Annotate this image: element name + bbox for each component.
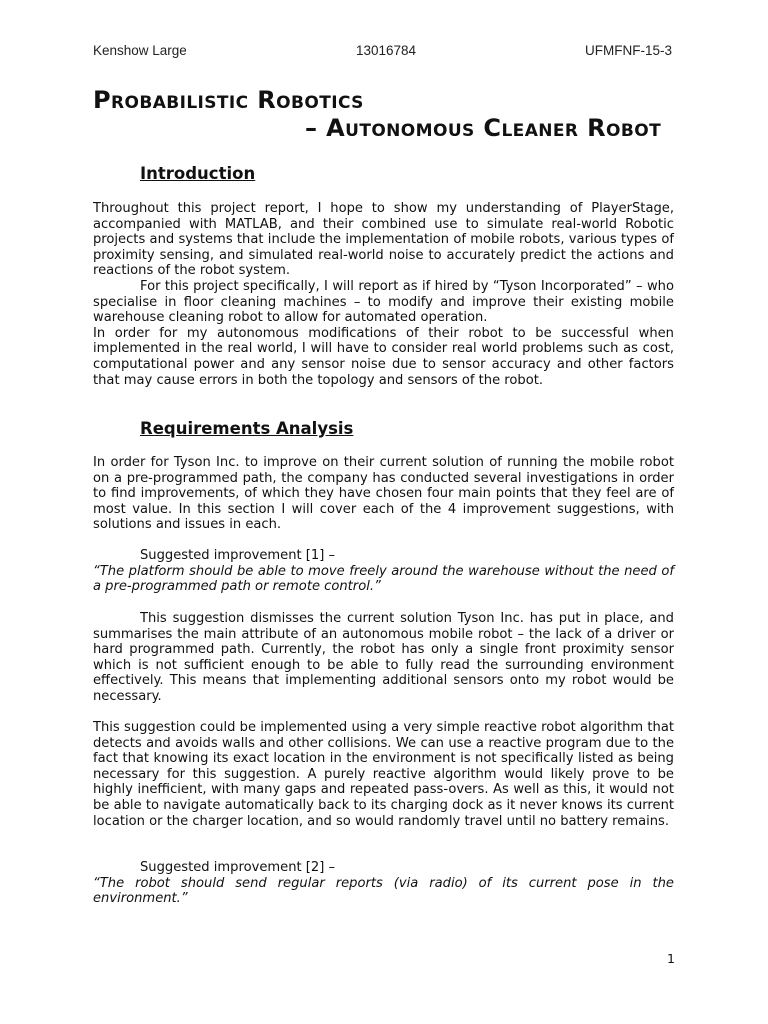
suggestion-2 (93, 860, 674, 907)
document-subtitle: – Autonomous Cleaner Robot (305, 114, 662, 142)
header-module-code: UFMFNF-15-3 (585, 43, 672, 58)
suggestion-2-quote: “The robot should send regular reports (via radio) of its current pose in the environment.” (93, 875, 674, 907)
suggestion-1-implementation (93, 720, 674, 829)
suggestion-1 (93, 548, 674, 595)
suggestion-1-paragraph-2: This suggestion could be implemented using a very simple reactive robot algorithm that detects and avoids walls and other collisions. We can use a reactive program due to the fact that knowing its exact location in the environment is not specifically listed as being necessary for this suggestion. A purely reactive algorithm would likely prove to be highly inefficient, with many gaps and repeated pass-overs. As well as this, it would not be able to navigate automatically back to its charging dock as it never knows its current location or the charger location, and so would randomly travel until no battery remains. (93, 720, 674, 829)
requirements-intro-paragraph: In order for Tyson Inc. to improve on their current solution of running the mobile robot on a pre-programmed path, the company has conducted several investigations in order to find improvements, of which they have chosen four main points that they feel are of most value. In this section I will cover each of the 4 improvement suggestions, with solutions and issues in each. (93, 455, 674, 533)
suggestion-1-paragraph-1: This suggestion dismisses the current solution Tyson Inc. has put in place, and summarises the main attribute of an autonomous mobile robot – the lack of a driver or hard programmed path. Currently, the robot has only a single front proximity sensor which is not sufficient enough to be able to fully read the surrounding environment effectively. This means that implementing additional sensors onto my robot would be necessary. (93, 611, 674, 704)
intro-paragraph-1: Throughout this project report, I hope to show my understanding of PlayerStage, accompanied with MATLAB, and their combined use to simulate real-world Robotic projects and systems that include the implementation of mobile robots, various types of proximity sensing, and simulated real-world noise to accurately predict the actions and reactions of the robot system. (93, 201, 674, 279)
introduction-body (93, 201, 674, 388)
header-author: Kenshow Large (93, 43, 187, 58)
requirements-heading: Requirements Analysis (140, 419, 354, 438)
page-number: 1 (667, 951, 675, 966)
suggestion-2-label: Suggested improvement [2] – (140, 860, 336, 875)
suggestion-1-label: Suggested improvement [1] – (140, 548, 336, 563)
intro-paragraph-2: For this project specifically, I will report as if hired by “Tyson Incorporated” – who specialise in floor cleaning machines – to modify and improve their existing mobile warehouse cleaning robot to allow for automated operation. (93, 278, 674, 326)
introduction-heading: Introduction (140, 164, 256, 183)
suggestion-1-discussion (93, 611, 674, 705)
requirements-intro (93, 455, 674, 533)
suggestion-1-quote: “The platform should be able to move freely around the warehouse without the need of a pre-programmed path or remote control.” (93, 563, 674, 595)
document-title: Probabilistic Robotics (93, 86, 364, 114)
header-student-id: 13016784 (356, 43, 417, 58)
intro-paragraph-3: In order for my autonomous modifications of their robot to be successful when implemented in the real world, I will have to consider real world problems such as cost, computational power and any sensor noise due to sensor accuracy and other factors that may cause errors in both the topology and sensors of the robot. (93, 325, 674, 388)
